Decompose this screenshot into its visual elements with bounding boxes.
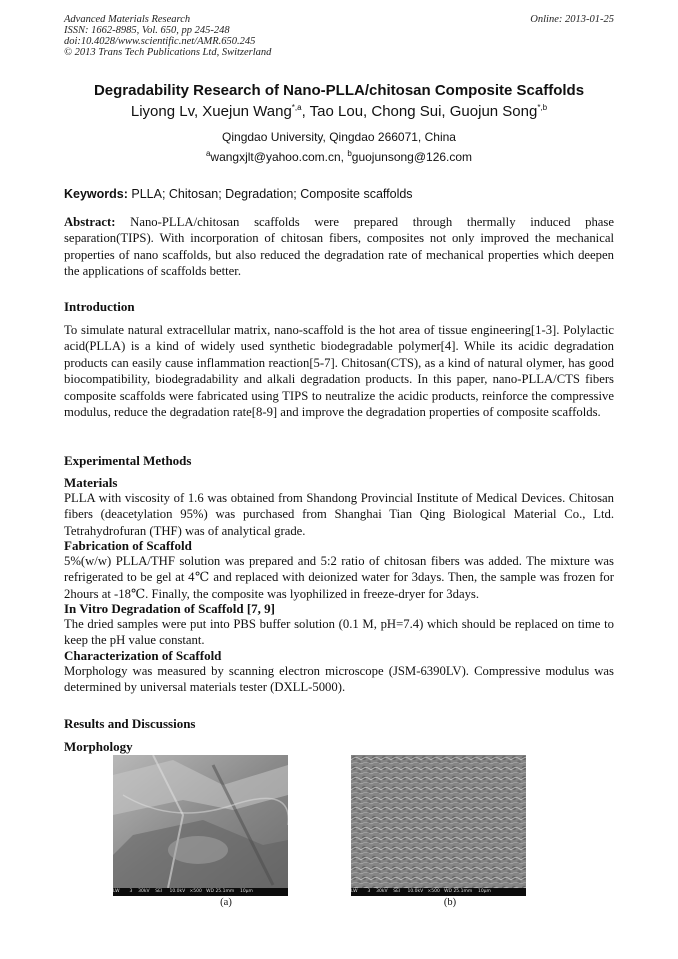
sem-info-bar-b: LW 3 30kV SEI 10.0kV ×500 WD 25.1mm 10μm: [351, 888, 526, 896]
author-sup-2: *,b: [537, 103, 548, 112]
methods-heading: Experimental Methods: [64, 453, 192, 468]
degradation-text: The dried samples were put into PBS buffer solution (0.1 M, pH=7.4) which should be replaced on time to keep the pH value constant.: [64, 617, 614, 648]
introduction-text: To simulate natural extracellular matrix, nano-scaffold is the hot area of tissue engineering[1-3]. Polylactic acid(PLLA) is a kind of widely used synthetic biodegradable polymer[4]. While its acidic degradation products can easily cause inflammation reaction[5-7]. Chitosan(CTS), as a kind of natural olymer, has good biocompatibility, biodegradability and alkali degradation products. In this paper, nano-PLLA/CTS fibers composite scaffolds were fabricated using TIPS to neutralize the acidic products, reinforce the compressive modulus, reduce the degradation rate[8-9] and improve the degradation properties of composite scaffolds.: [64, 323, 614, 420]
keywords: [64, 187, 614, 201]
doi-line: doi:10.4028/www.scientific.net/AMR.650.245: [64, 36, 256, 47]
sem-info-bar-a: LW 3 30kV SEI 10.0kV ×500 WD 25.1mm 10μm: [113, 888, 288, 896]
paper-title: Degradability Research of Nano-PLLA/chitosan Composite Scaffolds: [93, 82, 585, 99]
figure-caption-a: (a): [220, 897, 232, 908]
materials-heading: Materials: [64, 475, 118, 490]
results-heading: Results and Discussions: [64, 716, 196, 731]
affiliation: Qingdao University, Qingdao 266071, China: [222, 130, 456, 144]
sem-texture-b: [351, 755, 526, 888]
journal-name: Advanced Materials Research: [64, 14, 191, 25]
email-sup-b: b: [347, 149, 352, 158]
author-group-1: Liyong Lv, Xuejun Wang: [130, 103, 292, 120]
abstract-label: Abstract:: [64, 215, 116, 229]
figure-caption-b: (b): [443, 897, 457, 908]
author-group-2: , Tao Lou, Chong Sui, Guojun Song: [301, 103, 538, 120]
characterization-heading: Characterization of Scaffold: [64, 648, 222, 663]
characterization-text: Morphology was measured by scanning electron microscope (JSM-6390LV). Compressive modulus was determined by universal materials tester (DXLL-5000).: [64, 664, 614, 695]
author-emails: [40, 149, 638, 164]
issn-line: ISSN: 1662-8985, Vol. 650, pp 245-248: [64, 25, 230, 36]
online-date: Online: 2013-01-25: [530, 14, 614, 25]
author-list: [40, 103, 638, 120]
email-a[interactable]: wangxjlt@yahoo.com.cn,: [210, 150, 348, 164]
abstract-text: Nano-PLLA/chitosan scaffolds were prepared through thermally induced phase separation(TIPS). With incorporation of chitosan fibers, composites not only improved the mechanical properties of nano scaffolds, but also reduced the degradation rate of mechanical properties which deepen the applications of scaffolds better.: [64, 215, 614, 279]
materials-text: PLLA with viscosity of 1.6 was obtained from Shandong Provincial Institute of Medical Devices. Chitosan fibers (deacetylation 95%) was purchased from Shanghai Tian Qing Biological Material Co., Ltd. Tetrahydrofuran (THF) was of analytical grade.: [64, 491, 614, 538]
degradation-heading: In Vitro Degradation of Scaffold [7, 9]: [64, 601, 276, 616]
fabrication-heading: Fabrication of Scaffold: [64, 538, 192, 553]
copyright-line: © 2013 Trans Tech Publications Ltd, Switzerland: [64, 47, 272, 58]
sem-texture-a: [113, 755, 288, 888]
email-sup-a: a: [205, 149, 211, 158]
sem-image-b: [351, 755, 526, 896]
journal-header: [64, 14, 271, 58]
author-sup-1: *,a: [291, 103, 302, 112]
fabrication-text: 5%(w/w) PLLA/THF solution was prepared and 5:2 ratio of chitosan fibers was added. The mixture was refrigerated to be gel at 4℃ and replaced with deionized water for 3days. Then, the sample was frozen for 2hours at -18℃. Finally, the composite was lyophilized in freeze-dryer for 3days.: [64, 554, 614, 601]
morphology-heading: Morphology: [64, 739, 133, 754]
introduction-heading: Introduction: [64, 299, 135, 314]
abstract: [64, 214, 614, 280]
keywords-label: Keywords:: [64, 187, 128, 201]
keywords-text: PLLA; Chitosan; Degradation; Composite scaffolds: [127, 187, 413, 201]
sem-image-a: [113, 755, 288, 896]
email-b[interactable]: guojunsong@126.com: [351, 150, 473, 164]
